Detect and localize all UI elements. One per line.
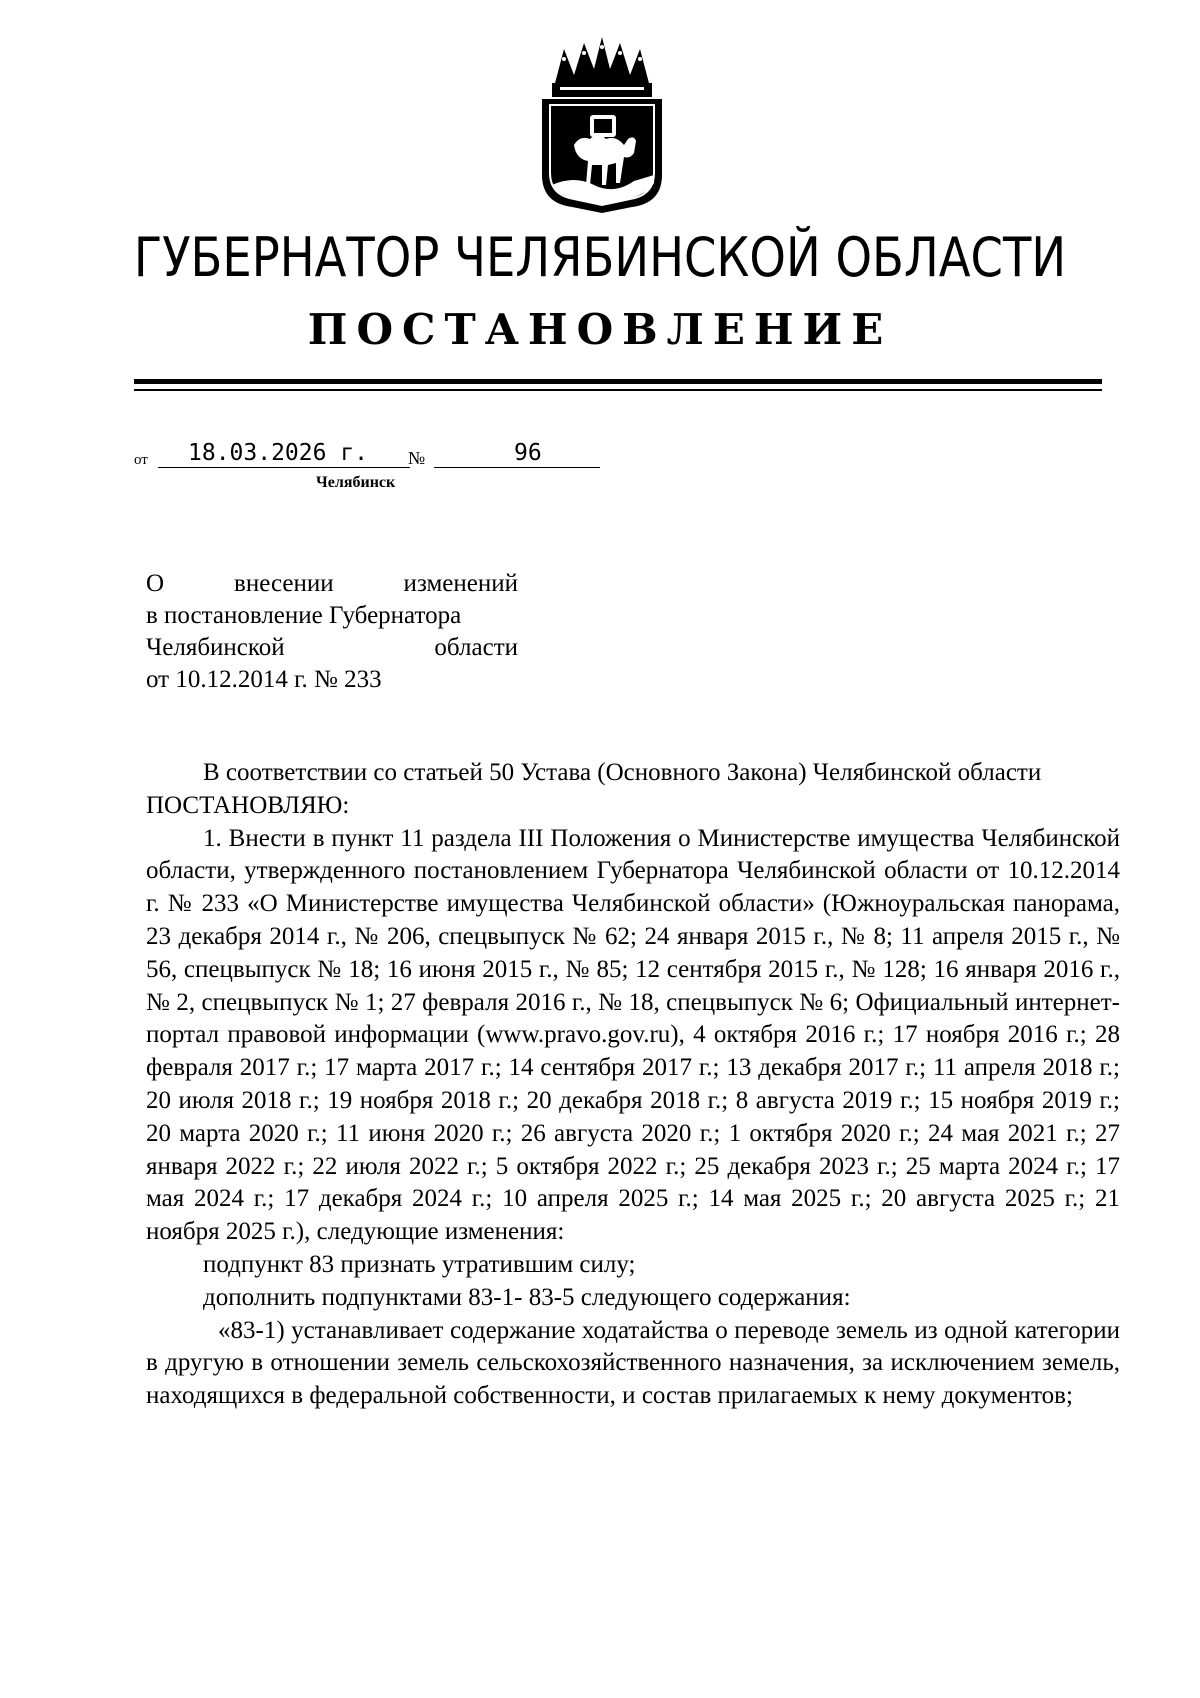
subject-line: в постановление Губернатора (146, 602, 462, 629)
subject-line: Челябинской области (146, 634, 518, 661)
header-divider-thin (134, 389, 1102, 391)
subject-line: от 10.12.2014 г. № 233 (146, 666, 382, 693)
number-sign-label: № (408, 448, 426, 468)
preamble-paragraph: В соответствии со статьей 50 Устава (Основного Закона) Челябинской области (203, 759, 1042, 786)
subitem-paragraph: подпункт 83 признать утратившим силу; (203, 1250, 636, 1278)
subitem-paragraph: дополнить подпунктами 83-1- 83-5 следующего содержания: (203, 1283, 851, 1311)
document-subject (146, 568, 518, 696)
decree-word: ПОСТАНОВЛЯЮ: (146, 791, 350, 819)
date-prefix-label: от (134, 452, 148, 468)
document-number: 96 (434, 438, 600, 468)
authority-title: ГУБЕРНАТОР ЧЕЛЯБИНСКОЙ ОБЛАСТИ (133, 226, 1067, 289)
document-type-title: ПОСТАНОВЛЕНИЕ (307, 305, 893, 354)
document-body (146, 757, 1120, 1413)
document-date: 18.03.2026 г. (158, 438, 410, 468)
item-1-paragraph: 1. Внести в пункт 11 раздела III Положения о Министерстве имущества Челябинской области, утвержденного постановлением Губернатора Челябинской области от 10.12.2014 г. № 233 «О Министерстве имущества Челябинской области» (Южноуральская панорама, 23 декабря 2014 г., № 206, спецвыпуск № 62; 24 января 2015 г., № 8; 11 апреля 2015 г., № 56, спецвыпуск № 18; 16 июня 2015 г., № 85; 12 сентября 2015 г., № 128; 16 января 2016 г., № 2, спецвыпуск № 1; 27 февраля 2016 г., № 18, спецвыпуск № 6; Официальный интернет-портал правовой информации (www.pravo.gov.ru), 4 октября 2016 г.; 17 ноября 2016 г.; 28 февраля 2017 г.; 17 марта 2017 г.; 14 сентября 2017 г.; 13 декабря 2017 г.; 11 апреля 2018 г.; 20 июля 2018 г.; 19 ноября 2018 г.; 20 декабря 2018 г.; 8 августа 2019 г.; 15 ноября 2019 г.; 20 марта 2020 г.; 11 июня 2020 г.; 26 августа 2020 г.; 1 октября 2020 г.; 24 мая 2021 г.; 27 января 2022 г.; 22 июля 2022 г.; 5 октября 2022 г.; 25 декабря 2023 г.; 25 марта 2024 г.; 17 мая 2024 г.; 17 декабря 2024 г.; 10 апреля 2025 г.; 14 мая 2025 г.; 20 августа 2025 г.; 21 ноября 2025 г.), следующие изменения: (146, 824, 1120, 1246)
header-divider-thick (134, 379, 1102, 384)
document-city: Челябинск (316, 474, 396, 491)
subitem-83-1-paragraph: «83-1) устанавливает содержание ходатайства о переводе земель из одной категории в другую в отношении земель сельскохозяйственного назначения, за исключением земель, находящихся в федеральной собственности, и состав прилагаемых к нему документов; (146, 1316, 1120, 1410)
subject-line: О внесении изменений (146, 570, 518, 597)
coat-of-arms-icon (534, 35, 670, 213)
